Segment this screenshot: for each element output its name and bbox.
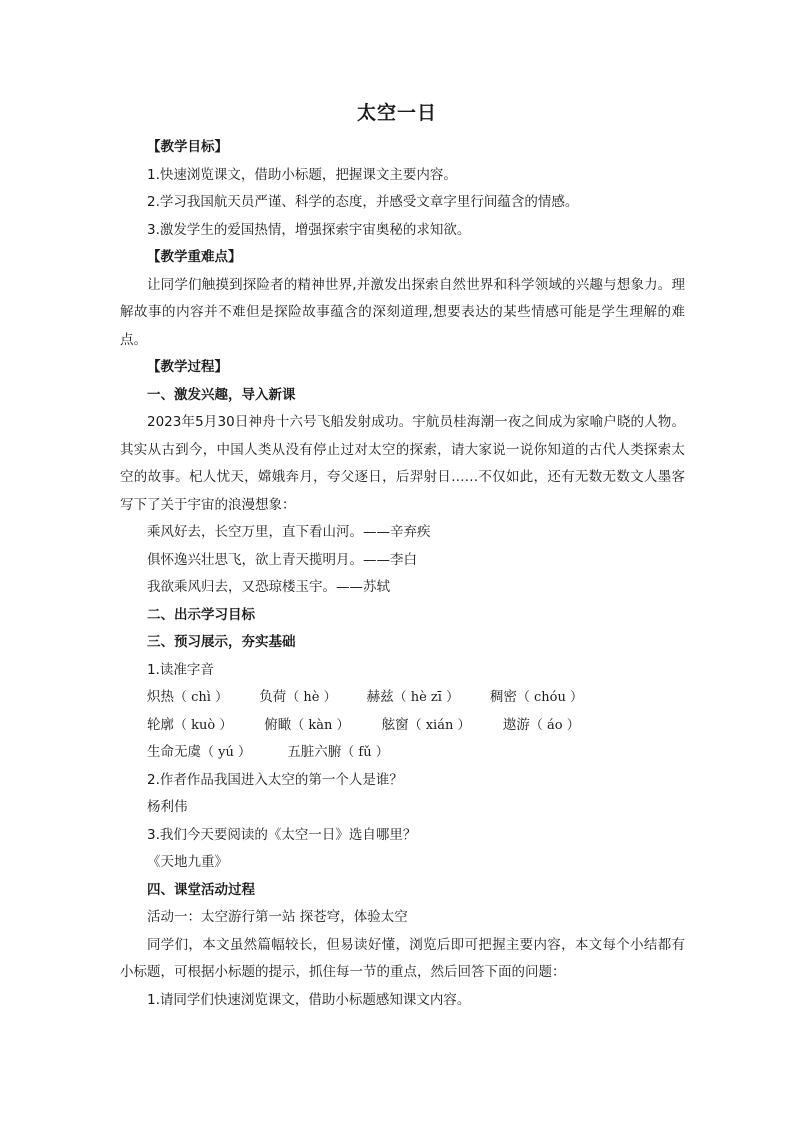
section-3-question-1: 1.读准字音 xyxy=(147,661,214,678)
pinyin-item: 炽热（ chì ） xyxy=(147,689,229,705)
activity-title: 活动一：太空游行第一站 探苍穹，体验太空 xyxy=(147,909,408,925)
goals-heading: 【教学目标】 xyxy=(147,139,228,155)
document-body xyxy=(120,134,685,1014)
section-4-heading: 四、课堂活动过程 xyxy=(147,881,255,898)
pinyin-item: 负荷（ hè ） xyxy=(259,689,337,705)
goal-item-3: 3.激发学生的爱国热情，增强探索宇宙奥秘的求知欲。 xyxy=(147,221,471,238)
pinyin-item: 舷窗（ xián ） xyxy=(381,716,471,733)
pinyin-item: 轮廓（ kuò ） xyxy=(147,716,233,733)
poem-line-2: 俱怀逸兴壮思飞，欲上青天揽明月。——李白 xyxy=(147,551,417,568)
goal-item-1: 1.快速浏览课文，借助小标题，把握课文主要内容。 xyxy=(147,166,457,183)
section-4-question-1: 1.请同学们快速浏览课文，借助小标题感知课文内容。 xyxy=(147,991,471,1008)
section-1-heading: 一、激发兴趣，导入新课 xyxy=(147,386,296,403)
section-3-question-3: 3.我们今天要阅读的《太空一日》选自哪里？ xyxy=(147,826,417,843)
section-1-paragraph: 2023年5月30日神舟十六号飞船发射成功。宇航员桂海潮一夜之间成为家喻户晓的人物。其实从古到今，中国人类从没有停止过对太空的探索，请大家说一说你知道的古代人类探索太空的故事。杞人忧天，嫦娥奔月，夸父逐日，后羿射日……不仅如此，还有无数无数文人墨客写下了关于宇宙的浪漫想象： xyxy=(120,414,685,513)
pinyin-row-1 xyxy=(120,684,685,712)
key-points-heading: 【教学重难点】 xyxy=(147,249,242,265)
pinyin-item: 俯瞰（ kàn ） xyxy=(264,716,350,733)
pinyin-item: 生命无虞（ yú ） xyxy=(147,744,251,760)
goal-item-2: 2.学习我国航天员严谨、科学的态度，并感受文章字里行间蕴含的情感。 xyxy=(147,194,579,210)
process-heading: 【教学过程】 xyxy=(147,359,228,375)
section-3-question-2: 2.作者作品我国进入太空的第一个人是谁？ xyxy=(147,771,403,788)
section-4-paragraph: 同学们，本文虽然篇幅较长，但易读好懂，浏览后即可把握主要内容，本文每个小结都有小标题，可根据小标题的提示，抓住每一节的重点，然后回答下面的问题： xyxy=(120,936,685,980)
pinyin-row-2 xyxy=(120,712,685,740)
key-points-paragraph: 让同学们触摸到探险者的精神世界,并激发出探索自然世界和科学领域的兴趣与想象力。理解故事的内容并不难但是探险故事蕴含的深刻道理,想要表达的某些情感可能是学生理解的难点。 xyxy=(120,276,685,348)
pinyin-item: 稠密（ chóu ） xyxy=(489,689,584,705)
pinyin-item: 遨游（ áo ） xyxy=(502,716,580,733)
section-2-heading: 二、出示学习目标 xyxy=(147,606,255,623)
section-3-answer-3: 《天地九重》 xyxy=(147,854,228,870)
poem-line-1: 乘风好去，长空万里，直下看山河。——辛弃疾 xyxy=(147,524,431,540)
section-3-heading: 三、预习展示，夯实基础 xyxy=(147,634,296,650)
pinyin-item: 赫兹（ hè zī ） xyxy=(366,689,460,705)
poem-line-3: 我欲乘风归去，又恐琼楼玉宇。——苏轼 xyxy=(147,579,390,595)
section-3-answer-2: 杨利伟 xyxy=(147,799,188,815)
document-title: 太空一日 xyxy=(356,102,437,124)
pinyin-row-3 xyxy=(120,739,685,767)
pinyin-item: 五脏六腑（ fǔ ） xyxy=(287,744,389,760)
